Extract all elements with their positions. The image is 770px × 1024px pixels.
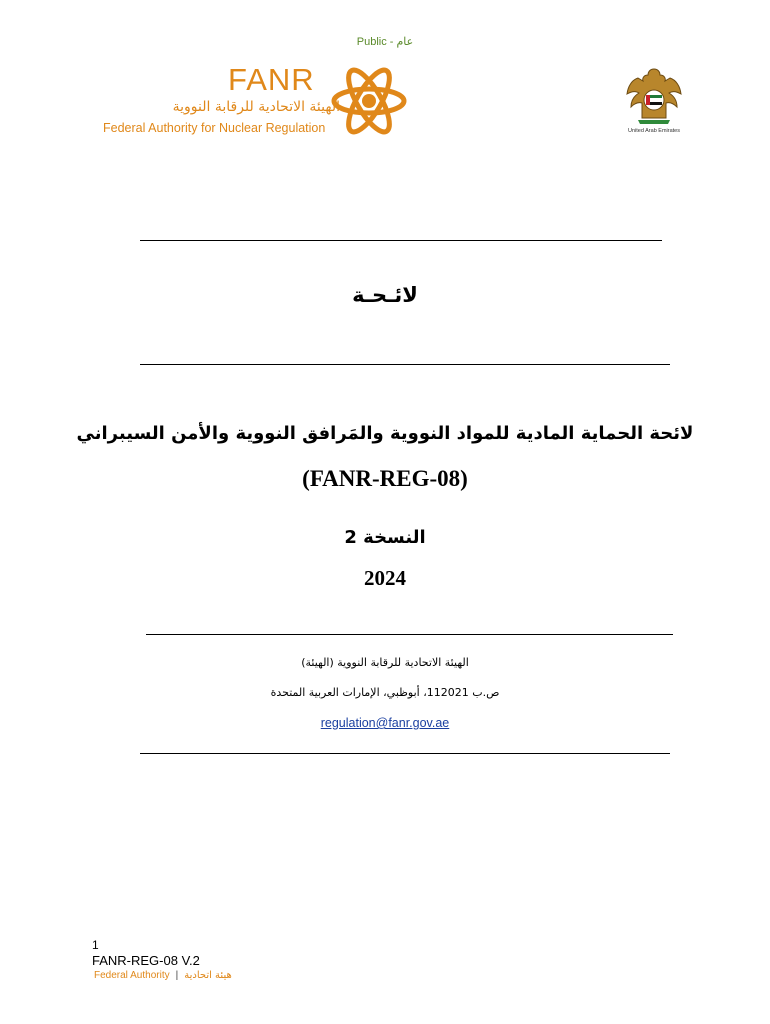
document-version: النسخة 2	[344, 527, 426, 548]
fanr-logo-wordmark: FANR	[228, 62, 315, 97]
divider	[140, 364, 670, 365]
footer-document-code: FANR-REG-08 V.2	[92, 953, 200, 968]
contact-organization: الهيئة الاتحادية للرقابة النووية (الهيئة)	[301, 656, 469, 669]
divider	[140, 753, 670, 754]
document-title: لائحة الحماية المادية للمواد النووية والمَرافق النووية والأمن السيبراني	[76, 423, 694, 444]
footer-brand-arabic: هيئة اتحادية	[184, 970, 232, 981]
atom-icon	[330, 62, 408, 140]
contact-address: ص.ب 112021، أبوظبي، الإمارات العربية المتحدة	[270, 686, 500, 699]
divider	[146, 634, 673, 635]
page-number: 1	[92, 938, 99, 952]
emblem-caption: United Arab Emirates	[628, 128, 680, 134]
fanr-logo-arabic-name: الهيئة الاتحادية للرقابة النووية	[172, 99, 340, 115]
document-code: (FANR-REG-08)	[302, 466, 468, 491]
divider	[140, 240, 662, 241]
footer-brand-separator: |	[175, 970, 179, 981]
document-year: 2024	[364, 566, 406, 590]
footer-brand-english: Federal Authority	[94, 970, 170, 981]
contact-email-link[interactable]: regulation@fanr.gov.ae	[320, 716, 450, 730]
fanr-logo-english-name: Federal Authority for Nuclear Regulation	[103, 121, 326, 135]
uae-emblem-icon	[624, 66, 684, 128]
document-type: لائـحـة	[352, 283, 418, 307]
footer-brand	[94, 970, 232, 981]
classification-label: Public - عام	[356, 36, 414, 48]
